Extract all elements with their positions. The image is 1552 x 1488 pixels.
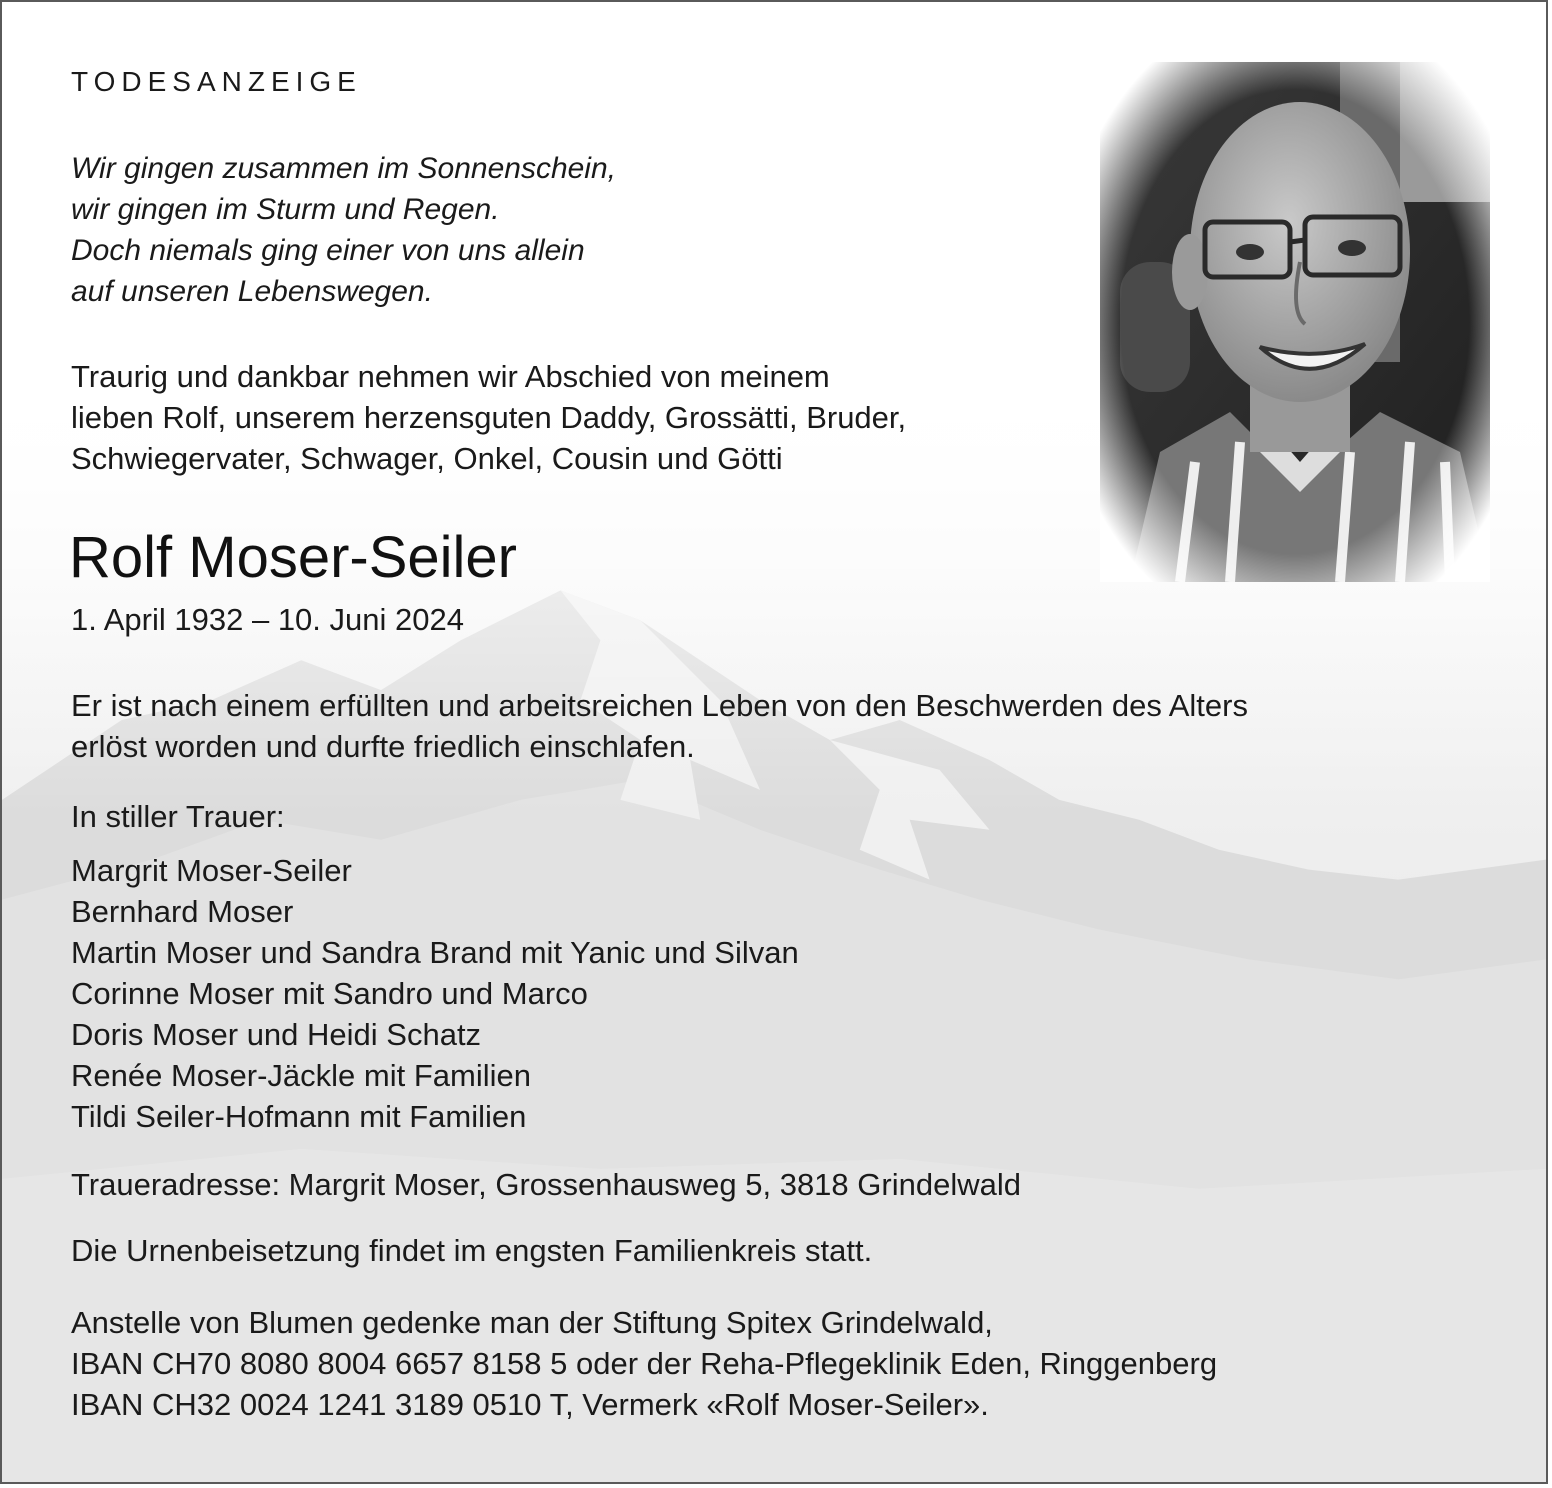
- donation-line: Anstelle von Blumen gedenke man der Stiftung Spitex Grindelwald,: [71, 1305, 993, 1340]
- mourners-label: In stiller Trauer:: [71, 799, 285, 834]
- portrait-photo: [1100, 62, 1490, 582]
- intro-line: Schwiegervater, Schwager, Onkel, Cousin und Götti: [71, 441, 783, 476]
- mourner-item: Renée Moser-Jäckle mit Familien: [71, 1058, 531, 1093]
- deceased-name: Rolf Moser-Seiler: [69, 525, 517, 590]
- body-text: [71, 685, 1248, 767]
- urn-notice: Die Urnenbeisetzung findet im engsten Familienkreis statt.: [71, 1233, 873, 1268]
- poem-line: auf unseren Lebenswegen.: [71, 275, 433, 308]
- donation-line: IBAN CH32 0024 1241 3189 0510 T, Vermerk «Rolf Moser-Seiler».: [71, 1387, 989, 1422]
- body-line: erlöst worden und durfte friedlich einschlafen.: [71, 729, 695, 764]
- mourner-item: Margrit Moser-Seiler: [71, 853, 352, 888]
- mourner-item: Tildi Seiler-Hofmann mit Familien: [71, 1099, 527, 1134]
- poem-line: Doch niemals ging einer von uns allein: [71, 234, 585, 267]
- page-heading: TODESANZEIGE: [71, 66, 362, 97]
- poem: [71, 148, 616, 312]
- poem-line: Wir gingen zusammen im Sonnenschein,: [71, 152, 616, 185]
- intro-line: Traurig und dankbar nehmen wir Abschied von meinem: [71, 359, 830, 394]
- mourner-item: Doris Moser und Heidi Schatz: [71, 1017, 482, 1052]
- body-line: Er ist nach einem erfüllten und arbeitsreichen Leben von den Beschwerden des Alters: [71, 688, 1248, 723]
- mourner-item: Corinne Moser mit Sandro und Marco: [71, 976, 588, 1011]
- intro-text: [71, 356, 906, 479]
- mourner-item: Martin Moser und Sandra Brand mit Yanic und Silvan: [71, 935, 799, 970]
- mourner-item: Bernhard Moser: [71, 894, 294, 929]
- intro-line: lieben Rolf, unserem herzensguten Daddy, Grossätti, Bruder,: [71, 400, 907, 435]
- mourners-list: [71, 850, 799, 1137]
- donation-line: IBAN CH70 8080 8004 6657 8158 5 oder der Reha-Pflegeklinik Eden, Ringgenberg: [71, 1346, 1218, 1381]
- life-dates: 1. April 1932 – 10. Juni 2024: [71, 602, 464, 637]
- donation-notice: [71, 1302, 1217, 1425]
- poem-line: wir gingen im Sturm und Regen.: [71, 193, 500, 226]
- mourning-address: Traueradresse: Margrit Moser, Grossenhausweg 5, 3818 Grindelwald: [71, 1167, 1021, 1202]
